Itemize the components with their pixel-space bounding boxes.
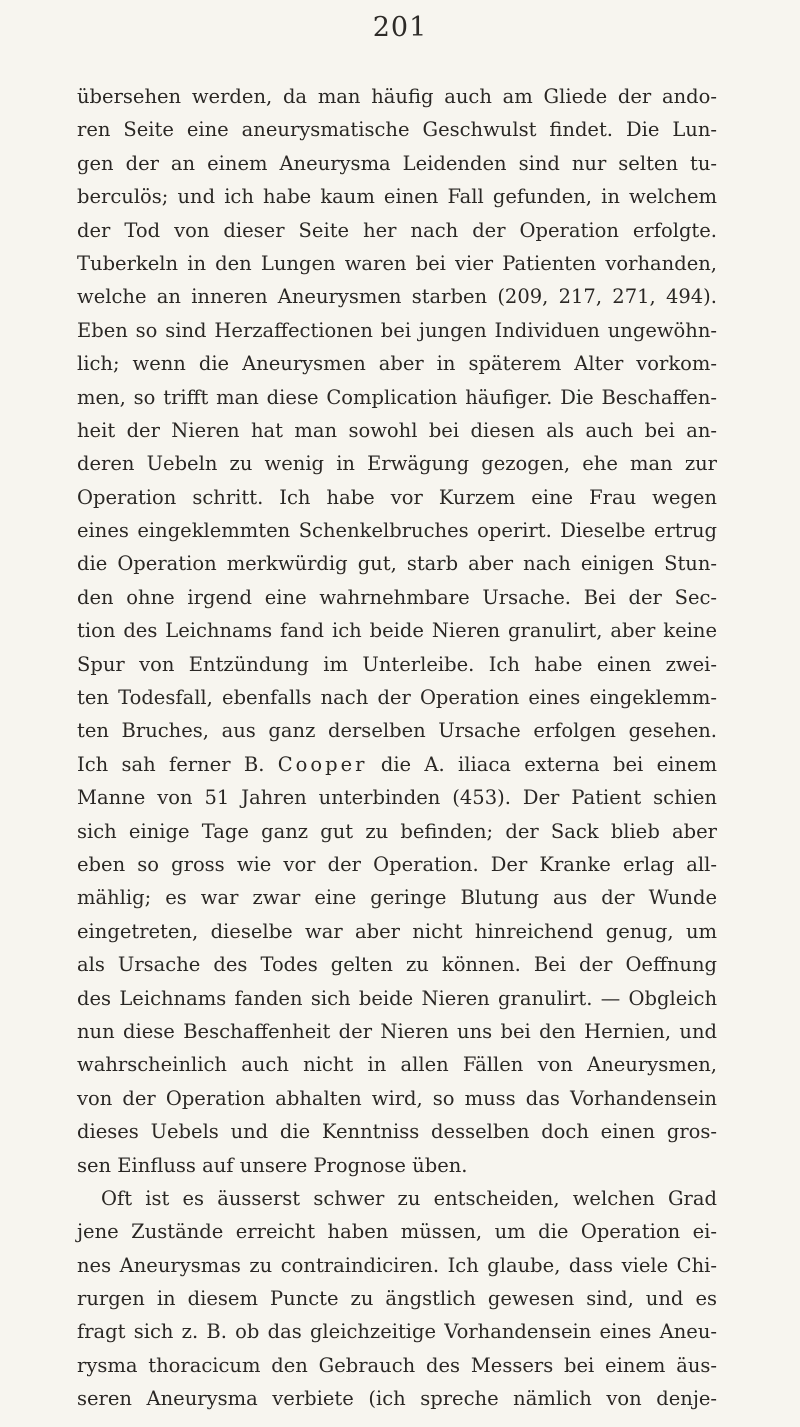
paragraph-end-line: sen Einfluss auf unsere Prognose üben. [77,1153,468,1177]
cooper-suffix: die A. iliaca externa bei einem [367,752,717,776]
text-line: ten Bruches, aus ganz derselben Ursache erfolgen gesehen. [77,719,717,743]
text-line: berculös; und ich habe kaum einen Fall gefunden, in welchem [77,185,717,209]
text-line: heit der Nieren hat man sowohl bei diesen als auch bei an- [77,418,717,442]
text-line: fragt sich z. B. ob das gleichzeitige Vorhandensein eines Aneu- [77,1320,717,1344]
text-line: die Operation merkwürdig gut, starb aber nach einigen Stun- [77,552,717,576]
text-line: lich; wenn die Aneurysmen aber in späterem Alter vorkom- [77,352,717,376]
text-line: ten Todesfall, ebenfalls nach der Operation eines eingeklemm- [77,686,717,710]
text-line: wahrscheinlich auch nicht in allen Fällen von Aneurysmen, [77,1053,717,1077]
text-line: gen der an einem Aneurysma Leidenden sind nur selten tu- [77,151,717,175]
text-line: Operation schritt. Ich habe vor Kurzem eine Frau wegen [77,485,717,509]
text-line: seren Aneurysma verbiete (ich spreche nämlich von denje- [77,1387,717,1411]
text-line: der Tod von dieser Seite her nach der Operation erfolgte. [77,218,717,242]
text-line: eingetreten, dieselbe war aber nicht hinreichend genug, um [77,919,717,943]
text-line: als Ursache des Todes gelten zu können. Bei der Oeffnung [77,953,717,977]
paragraph-start-line: Oft ist es äusserst schwer zu entscheiden, welchen Grad [101,1186,717,1210]
text-line: Spur von Entzündung im Unterleibe. Ich habe einen zwei- [77,652,717,676]
page-number: 201 [372,12,428,43]
cooper-name: Cooper [277,752,368,776]
text-line-cooper [77,748,717,781]
text-line: deren Uebeln zu wenig in Erwägung gezogen, ehe man zur [77,452,717,476]
body-text [77,80,717,1416]
text-line: nes Aneurysmas zu contraindiciren. Ich glaube, dass viele Chi- [77,1253,717,1277]
text-line: Eben so sind Herzaffectionen bei jungen Individuen ungewöhn- [77,318,717,342]
text-line: men, so trifft man diese Complication häufiger. Die Beschaffen- [77,385,717,409]
text-line: des Leichnams fanden sich beide Nieren granulirt. — Obgleich [77,986,717,1010]
text-line: dieses Uebels und die Kenntniss desselben doch einen gros- [77,1120,717,1144]
text-line: jene Zustände erreicht haben müssen, um die Operation ei- [77,1220,717,1244]
text-line: von der Operation abhalten wird, so muss das Vorhandensein [77,1086,717,1110]
text-line: rysma thoracicum den Gebrauch des Messers bei einem äus- [77,1353,717,1377]
text-line: mählig; es war zwar eine geringe Blutung aus der Wunde [77,886,717,910]
text-line: sich einige Tage ganz gut zu befinden; der Sack blieb aber [77,819,717,843]
text-line: eines eingeklemmten Schenkelbruches operirt. Dieselbe ertrug [77,519,717,543]
text-line: rurgen in diesem Puncte zu ängstlich gewesen sind, und es [77,1287,717,1311]
text-line: welche an inneren Aneurysmen starben (209, 217, 271, 494). [77,285,717,309]
text-line: den ohne irgend eine wahrnehmbare Ursache. Bei der Sec- [77,585,717,609]
text-line: Tuberkeln in den Lungen waren bei vier Patienten vorhanden, [77,251,717,275]
text-line: tion des Leichnams fand ich beide Nieren granulirt, aber keine [77,619,717,643]
text-line: ren Seite eine aneurysmatische Geschwulst findet. Die Lun- [77,118,717,142]
text-line: nun diese Beschaffenheit der Nieren uns bei den Hernien, und [77,1019,717,1043]
text-line: übersehen werden, da man häufig auch am Gliede der ando- [77,85,717,108]
text-line: Manne von 51 Jahren unterbinden (453). Der Patient schien [77,786,717,810]
cooper-prefix: Ich sah ferner B. [77,752,278,776]
text-line: eben so gross wie vor der Operation. Der Kranke erlag all- [77,852,717,876]
